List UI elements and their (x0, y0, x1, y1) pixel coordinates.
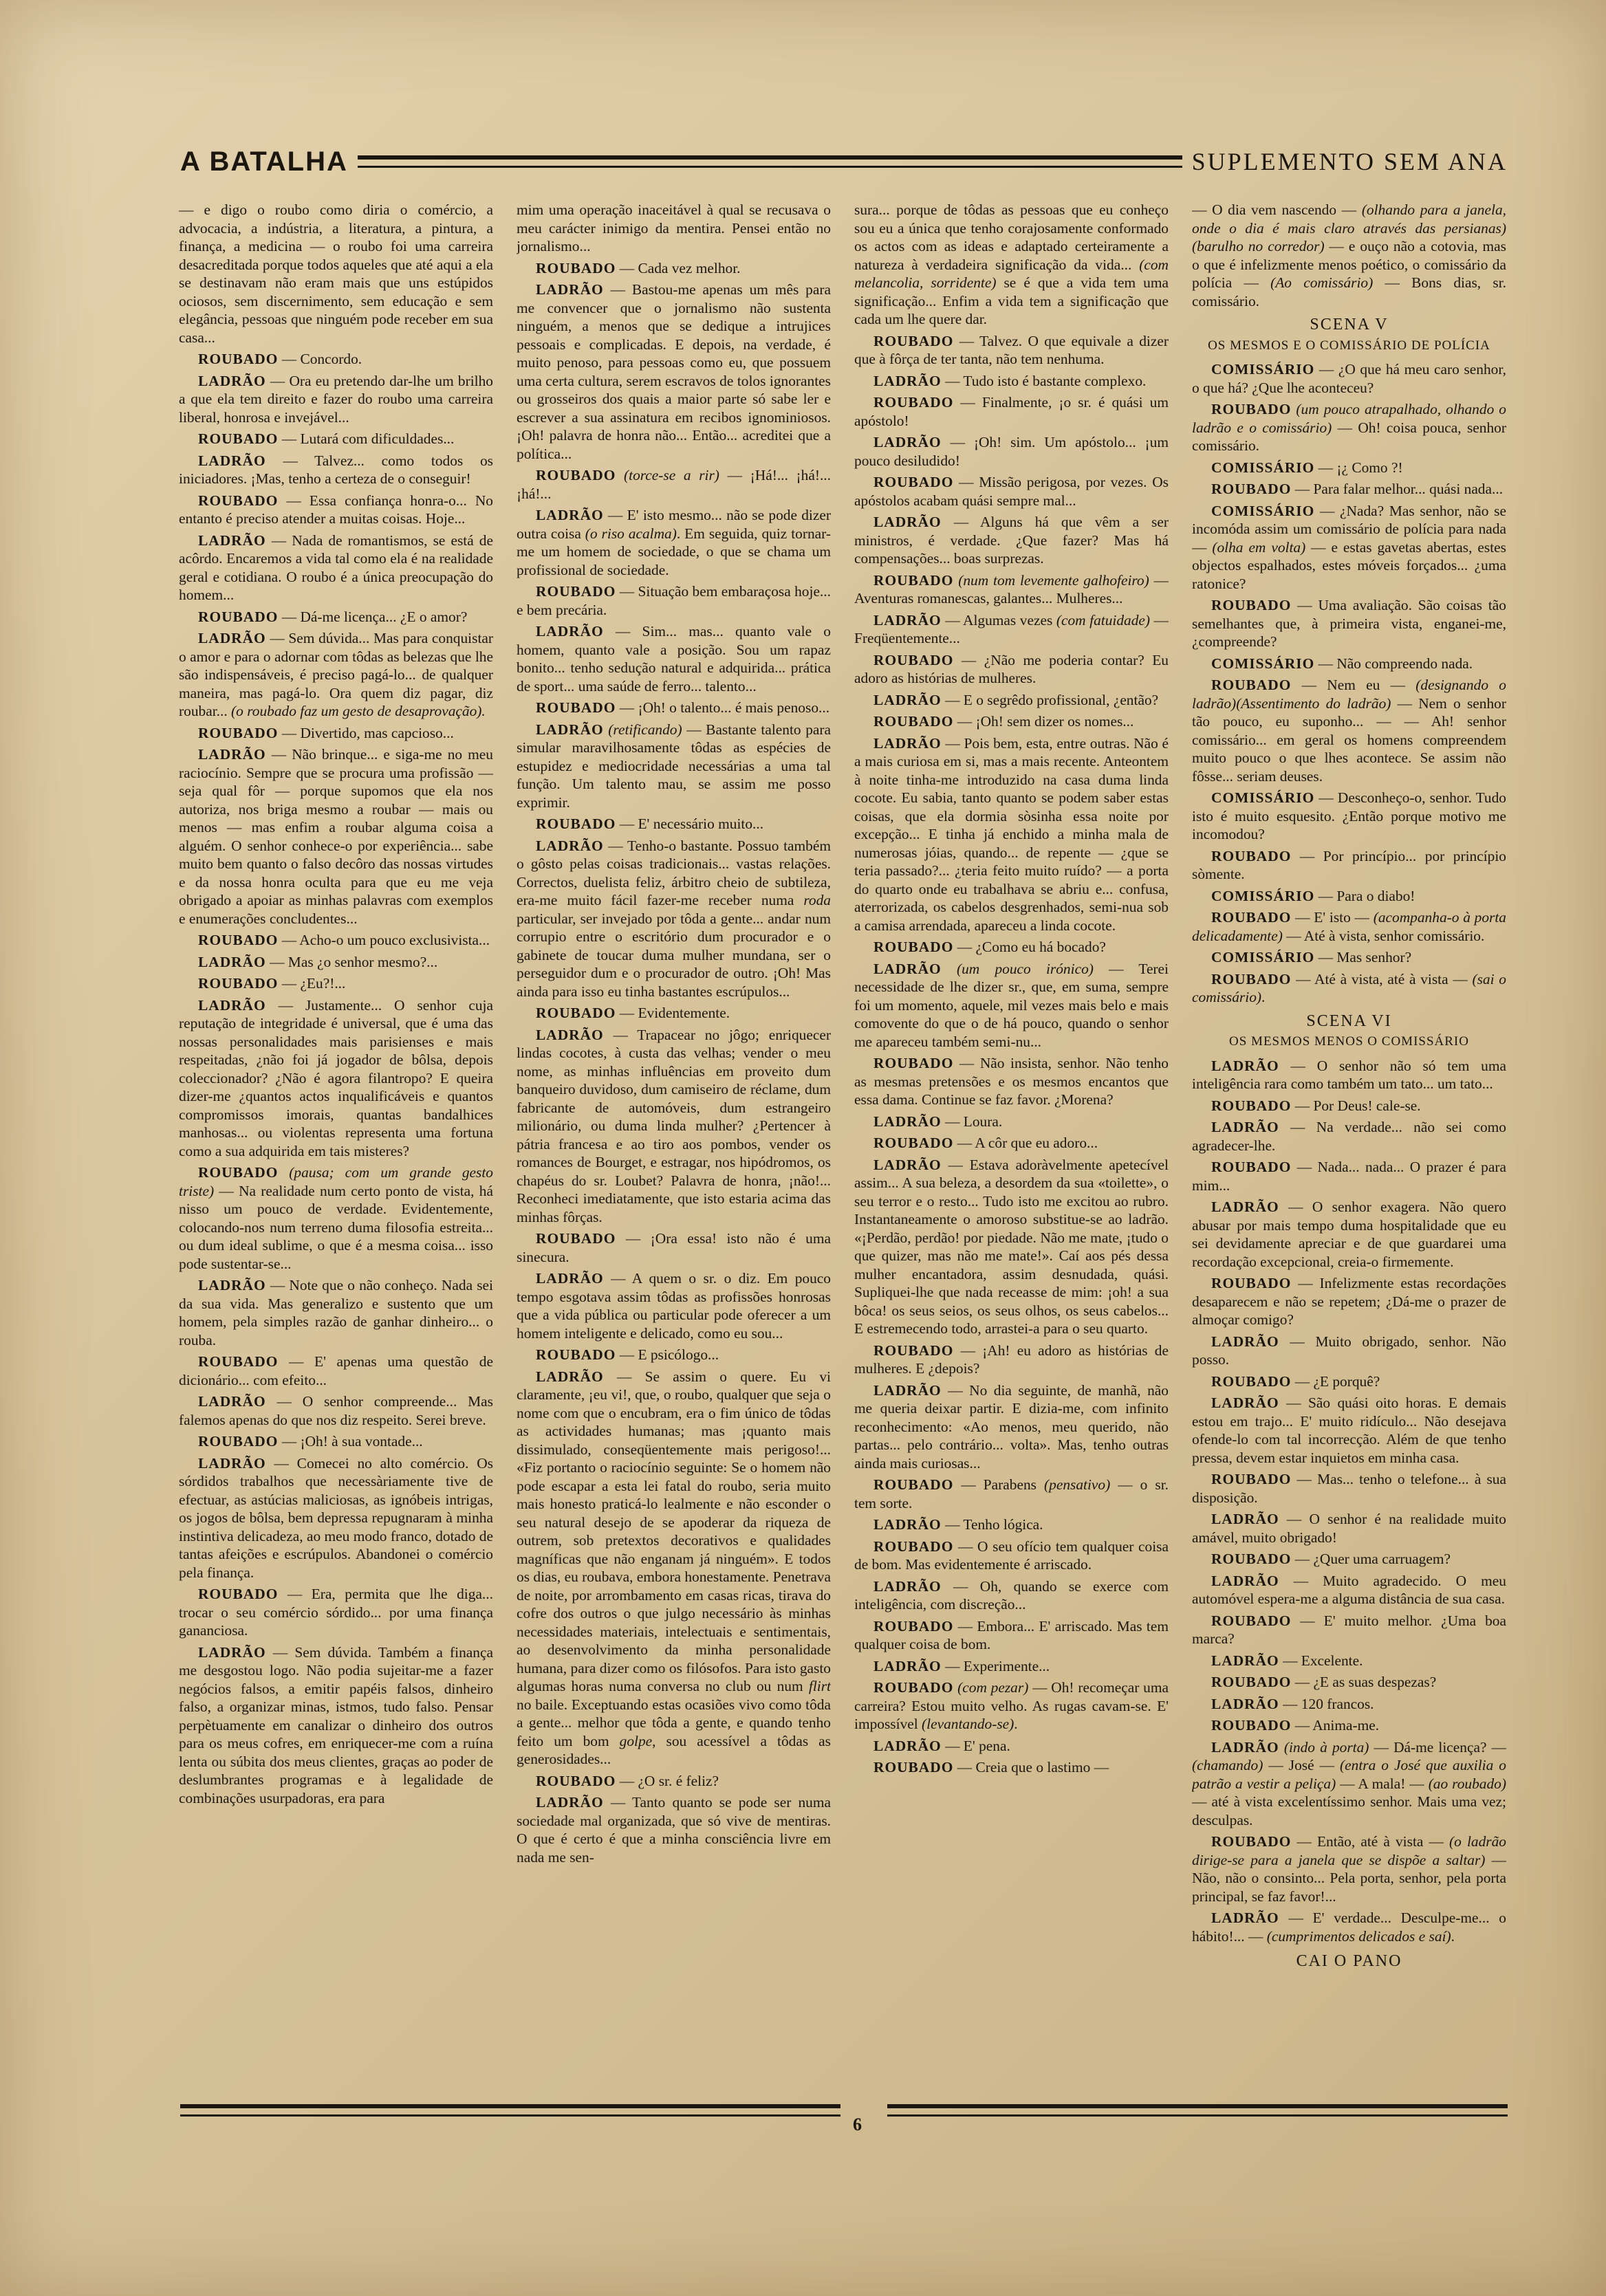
dialogue-paragraph: ROUBADO — Então, até à vista — (o ladrão dirige-se para a janela que se dispõe a saltar) — Não, não o consinto... Pela porta, senhor, pela porta principal, se faz favor!... (1192, 1833, 1506, 1905)
column-1 (179, 201, 493, 2071)
dialogue-paragraph: LADRÃO — Excelente. (1211, 1652, 1363, 1669)
speaker-name: LADRÃO (1211, 1910, 1279, 1926)
speaker-name: ROUBADO (536, 1772, 616, 1789)
speaker-name: COMISSÁRIO (1211, 949, 1315, 965)
dialogue-paragraph: ROUBADO — Concordo. (198, 351, 362, 367)
speaker-name: LADRÃO (198, 532, 266, 549)
speaker-name: ROUBADO (873, 939, 954, 955)
column-2 (517, 201, 831, 2071)
speaker-name: ROUBADO (873, 1759, 954, 1775)
speaker-name: LADRÃO (1211, 1395, 1279, 1411)
speaker-name: ROUBADO (536, 583, 616, 600)
emphasis-text: golpe (619, 1732, 653, 1749)
dialogue-paragraph: LADRÃO — Pois bem, esta, entre outras. Não é a mais curiosa em si, mas a mais recente. Anteontem à noite tinha-me introduzido na casa duma linda cocote. Eu sabia, tanto quanto se podem saber estas coisas, que ela dormia sòsinha essa noite por excepção... E tinha já enchido a minha mala de numerosas jóias, quando... de repente — ¿que se teria passado?... ¿teria feito muito ruído? — a porta do quarto onde eu trabalhava se abriu e... confusa, aterrorizada, os cabelos desgrenhados, semi-nua sob a camisa arrendada, apareceu a linda cocote. (854, 734, 1169, 934)
dialogue-paragraph: LADRÃO — E' isto mesmo... não se pode dizer outra coisa (o riso acalma). Em seguida, quiz tornar-me um homem de sociedade, o que se chama um profissional de sociedade. (517, 507, 831, 578)
stage-direction: (um pouco irónico) (956, 960, 1094, 977)
dialogue-paragraph: LADRÃO — 120 francos. (1211, 1695, 1374, 1712)
dialogue-paragraph: LADRÃO (indo à porta) — Dá-me licença? — (chamando) — José — (entra o José que auxilia o patrão a vestir a peliça) — A mala! — (ao roubado) — até à vista excelentíssimo senhor. Mais uma vez; desculpas. (1192, 1738, 1506, 1828)
dialogue-paragraph: LADRÃO — E o segrêdo profissional, ¿então? (873, 691, 1159, 708)
column-3 (854, 201, 1169, 2071)
dialogue-paragraph: COMISSÁRIO — ¡¿ Como ?! (1211, 459, 1403, 476)
dialogue-paragraph: COMISSÁRIO — Para o diabo! (1211, 887, 1415, 904)
dialogue-paragraph: LADRÃO — Tenho-o bastante. Possuo também o gôsto pelas coisas tradicionais... vastas relações. Correctos, duelista feliz, árbitro cheio de subtileza, era-me muito fácil fazer-me receber numa roda particular, ser invejado por tôda a gente... andar num corrupio entre o escritório dum procurador e o gabinete de toucar duma mulher mundana, ser o perseguidor dum e o procurador de outro. ¡Oh! Mas ainda para isso eu tinha bastantes escrúpulos... (517, 837, 831, 1000)
dialogue-paragraph: ROUBADO — E' isto — (acompanha-o à porta delicadamente) — Até à vista, senhor comissário. (1192, 909, 1506, 944)
dialogue-paragraph: LADRÃO — Note que o não conheço. Nada sei da sua vida. Mas generalizo e sustento que um homem, pela simples razão de ganhar dinheiro... o rouba. (179, 1277, 493, 1348)
dialogue-paragraph: LADRÃO — Muito agradecido. O meu automóvel espera-me a alguma distância de sua casa. (1192, 1572, 1506, 1607)
dialogue-paragraph: ROUBADO — ¡Oh! à sua vontade... (198, 1433, 423, 1450)
dialogue-paragraph: — O dia vem nascendo — (olhando para a janela, onde o dia é mais claro através das persianas)(barulho no corredor) — e ouço não a cotovia, mas o que é infelizmente menos poético, o comissário da polícia — (Ao comissário) — Bons dias, sr. comissário. (1192, 201, 1506, 309)
speaker-name: LADRÃO (873, 1113, 942, 1130)
dialogue-paragraph: LADRÃO — O senhor compreende... Mas falemos apenas do que nos diz respeito. Serei breve. (179, 1393, 493, 1428)
footer-rule-left (180, 2104, 840, 2117)
dialogue-paragraph: ROUBADO — Era, permita que lhe diga... trocar o seu comércio sórdido... por uma finança gananciosa. (179, 1586, 493, 1639)
dialogue-paragraph: LADRÃO — O senhor é na realidade muito amável, muito obrigado! (1192, 1511, 1506, 1546)
speaker-name: ROUBADO (1211, 970, 1292, 987)
speaker-name: LADRÃO (873, 434, 942, 450)
dialogue-paragraph: ROUBADO — E psicólogo... (536, 1346, 719, 1363)
speaker-name: LADRÃO (536, 281, 604, 298)
speaker-name: ROUBADO (1211, 909, 1292, 926)
dialogue-paragraph: ROUBADO — Parabens (pensativo) — o sr. tem sorte. (854, 1476, 1169, 1511)
dialogue-paragraph: ROUBADO — Mas... tenho o telefone... à sua disposição. (1192, 1471, 1506, 1506)
speaker-name: ROUBADO (536, 699, 616, 716)
dialogue-paragraph: ROUBADO — Missão perigosa, por vezes. Os apóstolos acabam quási sempre mal... (854, 474, 1169, 509)
speaker-name: LADRÃO (536, 623, 604, 639)
speaker-name: LADRÃO (198, 996, 266, 1014)
speaker-name: LADRÃO (873, 514, 942, 530)
dialogue-paragraph: ROUBADO — Essa confiança honra-o... No entanto é preciso atender a muitas coisas. Hoje... (179, 492, 493, 527)
speaker-name: ROUBADO (198, 430, 279, 447)
dialogue-paragraph: ROUBADO — ¿E porquê? (1211, 1373, 1380, 1390)
dialogue-paragraph: LADRÃO — Oh, quando se exerce com inteligência, com discreção... (854, 1577, 1169, 1612)
dialogue-paragraph: ROUBADO — E' necessário muito... (536, 816, 764, 832)
speaker-name: COMISSÁRIO (1211, 655, 1315, 672)
speaker-name: ROUBADO (873, 1476, 954, 1493)
dialogue-paragraph: LADRÃO — Mas ¿o senhor mesmo?... (198, 953, 438, 970)
stage-direction: (com melancolia, sorridente) (854, 256, 1169, 291)
speaker-name: LADRÃO (198, 1454, 266, 1472)
dialogue-paragraph: ROUBADO — Talvez. O que equivale a dizer que à fôrça de ter tanta, não tem nenhuma. (854, 332, 1169, 367)
dialogue-paragraph: COMISSÁRIO — Desconheço-o, senhor. Tudo isto é muito esquesito. ¿Então porque motivo me incomodou? (1192, 789, 1506, 842)
speaker-name: ROUBADO (198, 1164, 279, 1181)
speaker-name: LADRÃO (873, 372, 942, 389)
speaker-name: LADRÃO (536, 1368, 604, 1385)
dialogue-paragraph: ROUBADO — Anima-me. (1211, 1717, 1380, 1734)
speaker-name: ROUBADO (198, 932, 279, 948)
speaker-name: LADRÃO (873, 1577, 942, 1595)
speaker-name: ROUBADO (873, 1055, 954, 1071)
dialogue-paragraph: LADRÃO — Bastou-me apenas um mês para me convencer que o jornalismo não sustenta ninguém, a menos que se dedique a intrujices pessoais e complicadas. E depois, na verdade, é muito penoso, para pessoas como eu, que possuem uma certa cultura, serem escravos de tolos ignorantes ou grosseiros dos quais a maior parte só sabe ler e escrever a sua assinatura em recibos ignominiosos. ¡Oh! palavra de honra não... Então... acreditei que a política... (517, 281, 831, 462)
speaker-name: ROUBADO (873, 571, 954, 589)
dialogue-paragraph: ROUBADO — E' apenas uma questão de dicionário... com efeito... (179, 1353, 493, 1388)
speaker-name: ROUBADO (873, 713, 954, 730)
dialogue-paragraph: ROUBADO — ¿O sr. é feliz? (536, 1772, 719, 1789)
stage-direction: (retificando) (608, 721, 682, 738)
stage-direction: (ao roubado) (1428, 1775, 1506, 1792)
speaker-name: LADRÃO (873, 611, 942, 628)
speaker-name: ROUBADO (198, 724, 279, 741)
speaker-name: LADRÃO (198, 452, 266, 469)
speaker-name: LADRÃO (1211, 1057, 1279, 1074)
dialogue-paragraph: ROUBADO — ¡Ora essa! isto não é uma sinecura. (517, 1230, 831, 1265)
scene-heading: SCENA VI (1306, 1012, 1392, 1030)
dialogue-paragraph: ROUBADO — Para falar melhor... quási nada... (1211, 481, 1504, 497)
dialogue-paragraph: LADRÃO — O senhor não só tem uma inteligência rara como também um tato... um tato... (1192, 1057, 1506, 1092)
dialogue-paragraph: ROUBADO — O seu ofício tem qualquer coisa de bom. Mas evidentemente é arriscado. (854, 1538, 1169, 1573)
dialogue-paragraph: ROUBADO — Nada... nada... O prazer é para mim... (1192, 1159, 1506, 1194)
speaker-name: ROUBADO (198, 351, 279, 367)
dialogue-paragraph: LADRÃO — Sem dúvida. Também a finança me desgostou logo. Não podia sujeitar-me a fazer negócios falsos, a emitir papéis falsos, dinheiro falso, a organizar minas, istmos, tudo falso. Pensar perpètuamente em canalizar o dinheiro dos outros para os meus cofres, em enriquecer-me com a ruína lenta ou súbita dos meus clientes, graças ao poder de deslumbrantes programas e à legalidade de combinações usurpadoras, era para (179, 1643, 493, 1806)
page-number: 6 (853, 2114, 862, 2134)
speaker-name: ROUBADO (536, 259, 616, 276)
speaker-name: LADRÃO (198, 372, 266, 389)
speaker-name: ROUBADO (1211, 1717, 1292, 1734)
speaker-name: ROUBADO (198, 492, 279, 509)
dialogue-paragraph: ROUBADO — Nem eu — (designando o ladrão)(Assentimento do ladrão) — Nem o senhor tão pouco, eu suponho... — — Ah! senhor comissário... em geral os homens compreendem muito pouco o que lhes acontece. Se assim não fôsse... seriam deuses. (1192, 677, 1506, 785)
dialogue-paragraph: ROUBADO (torce-se a rir) — ¡Há!... ¡há!... ¡há!... (517, 467, 831, 502)
speaker-name: ROUBADO (198, 608, 279, 625)
stage-direction: (olha em volta) (1212, 538, 1306, 556)
speaker-name: LADRÃO (873, 1657, 942, 1674)
dialogue-paragraph: mim uma operação inaceitável à qual se recusava o meu carácter inimigo da mentira. Pensei então no jornalismo... (517, 201, 831, 254)
speaker-name: LADRÃO (198, 1277, 266, 1293)
dialogue-paragraph: LADRÃO — Comecei no alto comércio. Os sórdidos trabalhos que necessàriamente tive de efectuar, as astúcias maliciosas, as ignóbeis intrigas, os jogos de bôlsa, bem depressa repugnaram à minha instintiva delicadeza, ao meu modo franco, dotado de tantas afeições e escrúpulos. Abandonei o comércio pela finança. (179, 1454, 493, 1581)
dialogue-paragraph: ROUBADO — Lutará com dificuldades... (198, 430, 455, 447)
dialogue-paragraph: ROUBADO (um pouco atrapalhado, olhando o ladrão e o comissário) — Oh! coisa pouca, senhor comissário. (1192, 401, 1506, 454)
dialogue-paragraph: LADRÃO — Se assim o quere. Eu vi claramente, ¡eu vi!, que, o roubo, qualquer que seja o nome com que o encubram, era o fim único de tôdas as actividades humanas; mas ¡quanto mais dissimulado, conseqüentemente mais perigoso!... «Fiz portanto o raciocínio seguinte: Se o homem não pode escapar a esta lei fatal do roubo, seria muito mais honesto praticá-lo lealmente e não esconder o seu natural desejo de se apoderar da riqueza de outrem, sob pretextos decorativos e qualidades magníficas que não enganam já ninguém». E todos os dias, eu roubava, embora honestamente. Penetrava de noite, por arrombamento em casas ricas, tirava do cofre dos outros o que julgo necessário às minhas necessidades materiais, intelectuais e sentimentais, ao desenvolvimento da minha personalidade humana, para dizer como os filósofos. Para isto gasto algumas horas numa conversa no club ou num flirt no baile. Exceptuando estas ocasiões vivo como tôda a gente... melhor que tôda a gente, e quando tenho feito um bom golpe, sou acessível a tôdas as generosidades... (517, 1368, 831, 1767)
article-columns (179, 201, 1506, 2071)
emphasis-text: roda (803, 892, 831, 908)
stage-direction: (o ladrão dirige-se para a janela que se dispõe a saltar) (1192, 1833, 1506, 1868)
speaker-name: ROUBADO (1211, 1471, 1292, 1487)
speaker-name: ROUBADO (536, 467, 616, 483)
speaker-name: ROUBADO (1211, 1159, 1292, 1175)
speaker-name: ROUBADO (873, 474, 954, 490)
stage-direction: (Ao comissário) (1270, 274, 1374, 291)
dialogue-paragraph: ROUBADO — Cada vez melhor. (536, 259, 741, 276)
dialogue-paragraph: LADRÃO — Justamente... O senhor cuja reputação de integridade é universal, que é uma das nossas personalidades mais parisienses e mais respeitadas, ¿não foi já jogador de bôlsa, depois coleccionador? ¿Não é agora filantropo? E queira dizer-me ¿quantos actos inqualificáveis e quantos compromissos imorais, quantas bandalhices manhosas... ou violentas representa uma fortuna como a sua adquirida em tais misteres? (179, 996, 493, 1159)
dialogue-paragraph: LADRÃO — Muito obrigado, senhor. Não posso. (1192, 1333, 1506, 1368)
dialogue-paragraph: LADRÃO — Loura. (873, 1113, 1003, 1130)
stage-direction: (com pezar) (957, 1679, 1029, 1696)
speaker-name: ROUBADO (536, 816, 616, 832)
dialogue-paragraph: sura... porque de tôdas as pessoas que eu conheço sou eu a única que tenho corajosamente conformado os actos com as ideas e adaptado certeiramente a natureza à verdadeira significação da vida... (com melancolia, sorridente) se é que a vida tem uma significação... Enfim a vida tem a significação que cada um lhe quere dar. (854, 201, 1169, 327)
speaker-name: ROUBADO (1211, 1674, 1292, 1690)
dialogue-paragraph: ROUBADO — ¿E as suas despezas? (1211, 1674, 1437, 1690)
dialogue-paragraph: ROUBADO (com pezar) — Oh! recomeçar uma carreira? Estou muito velho. As rugas cavam-se. E' impossível (levantando-se). (854, 1679, 1169, 1732)
stage-direction: (torce-se a rir) (624, 467, 719, 483)
dialogue-paragraph: LADRÃO — Tenho lógica. (873, 1516, 1043, 1533)
speaker-name: LADRÃO (873, 734, 942, 752)
stage-direction: (o riso acalma) (585, 525, 677, 542)
dialogue-paragraph: LADRÃO — São quási oito horas. E demais estou em trajo... E' muito ridículo... Não desejava ofende-lo com tal incorrecção. Além de que tenho pressa, devem estar inquietos em minha casa. (1192, 1395, 1506, 1466)
speaker-name: LADRÃO (198, 953, 266, 970)
masthead: A BATALHA (180, 146, 348, 177)
speaker-name: ROUBADO (873, 1135, 954, 1151)
speaker-name: LADRÃO (1211, 1572, 1279, 1589)
speaker-name: ROUBADO (1211, 1097, 1292, 1114)
speaker-name: LADRÃO (873, 1156, 942, 1173)
speaker-name: LADRÃO (1211, 1199, 1279, 1215)
dialogue-paragraph: LADRÃO (retificando) — Bastante talento para simular maravilhosamente tôdas as espécies de estupidez e mediocridade necessárias a uma tal função. Um talento mau, se assim me posso exprimir. (517, 721, 831, 811)
scene-heading: SCENA V (1310, 316, 1389, 334)
dialogue-paragraph: ROUBADO — ¡Oh! sem dizer os nomes... (873, 713, 1134, 730)
dialogue-paragraph: ROUBADO — A côr que eu adoro... (873, 1135, 1098, 1151)
stage-direction: (pausa; com um grande gesto triste) (179, 1164, 493, 1199)
speaker-name: COMISSÁRIO (1211, 361, 1315, 378)
dialogue-paragraph: LADRÃO — Sim... mas... quanto vale o homem, quanto vale a posição. Sou um rapaz bonito... tenho sedução natural e adquirida... prática de sport... uma saúde de ferro... talento... (517, 623, 831, 695)
dialogue-paragraph: ROUBADO — Não insista, senhor. Não tenho as mesmas pretensões e os mesmos encantos que essa dama. Continue se faz favor. ¿Morena? (854, 1055, 1169, 1108)
dialogue-paragraph: LADRÃO — Algumas vezes (com fatuidade) — Freqüentemente... (854, 611, 1169, 646)
speaker-name: ROUBADO (198, 975, 279, 992)
speaker-name: ROUBADO (873, 394, 954, 411)
dialogue-paragraph: LADRÃO — Estava adoràvelmente apetecível assim... A sua beleza, a desordem da sua «toilette», o seu terror e o resto... Tudo isto me excitou ao rubro. Instantaneamente o amoroso substitue-se ao ladrão. «¡Perdão, perdão! por piedade. Não me mate, ¡tudo o que quizer, mas não me mate!». Caí aos pés dessa mulher encantadora, assim desnudada, quási. Supliquei-lhe que nada receasse de mim: ¡oh! a sua bôca! os seus seios, os seus olhos, os seus cabelos... E estremecendo todo, arrastei-a para o seu quarto. (854, 1156, 1169, 1337)
speaker-name: LADRÃO (198, 1393, 266, 1410)
speaker-name: LADRÃO (1211, 1333, 1279, 1350)
speaker-name: ROUBADO (536, 1005, 616, 1021)
speaker-name: ROUBADO (873, 1617, 954, 1634)
stage-direction: (sai o comissário) (1192, 970, 1506, 1005)
dialogue-paragraph: ROUBADO — Dá-me licença... ¿E o amor? (198, 608, 468, 625)
scene-cast: OS MESMOS E O COMISSÁRIO DE POLÍCIA (1208, 338, 1490, 353)
dialogue-paragraph: ROUBADO — Embora... E' arriscado. Mas tem qualquer coisa de bom. (854, 1617, 1169, 1652)
column-4 (1192, 201, 1506, 2071)
speaker-name: ROUBADO (1211, 597, 1292, 613)
speaker-name: ROUBADO (873, 651, 954, 668)
dialogue-paragraph: COMISSÁRIO — ¿Nada? Mas senhor, não se incomóda assim um comissário de polícia para nada — (olha em volta) — e estas gavetas abertas, estes objectos espalhados, estes móveis forçados... ¿uma ratonice? (1192, 502, 1506, 592)
dialogue-paragraph: LADRÃO — Na verdade... não sei como agradecer-lhe. (1192, 1119, 1506, 1154)
stage-direction: (o roubado faz um gesto de desaprovação). (231, 703, 486, 719)
speaker-name: LADRÃO (873, 1516, 942, 1533)
speaker-name: ROUBADO (1211, 1373, 1292, 1390)
scene-cast: OS MESMOS MENOS O COMISSÁRIO (1229, 1034, 1469, 1049)
dialogue-paragraph: ROUBADO — Situação bem embaraçosa hoje... e bem precária. (517, 583, 831, 618)
speaker-name: COMISSÁRIO (1211, 887, 1315, 904)
stage-direction: (barulho no corredor) (1192, 238, 1325, 254)
stage-direction: (designando o ladrão) (1192, 677, 1506, 712)
speaker-name: ROUBADO (198, 1433, 279, 1450)
dialogue-paragraph: LADRÃO — Tudo isto é bastante complexo. (873, 372, 1147, 389)
dialogue-paragraph: ROUBADO — Até à vista, até à vista — (sai o comissário). (1192, 970, 1506, 1005)
dialogue-paragraph: LADRÃO (um pouco irónico) — Terei necessidade de lhe dizer sr., que, em suma, sempre foi um momento, aquele, mil vezes mais belo e mais comovente do que o de há pouco, quando o senhor me apareceu também semi-nu... (854, 960, 1169, 1050)
dialogue-paragraph: LADRÃO — A quem o sr. o diz. Em pouco tempo esgotava assim tôdas as profissões honrosas que a vida pública ou particular pode oferecer a um homem inteligente e delicado, como eu sou... (517, 1270, 831, 1342)
speaker-name: LADRÃO (873, 1737, 942, 1754)
speaker-name: LADRÃO (1211, 1652, 1279, 1669)
stage-direction: (Assentimento do ladrão) (1236, 695, 1391, 712)
dialogue-paragraph: ROUBADO — ¿Quer uma carruagem? (1211, 1551, 1451, 1567)
stage-direction: (cumprimentos delicados e saí) (1266, 1927, 1451, 1945)
dialogue-paragraph: ROUBADO — Por princípio... por princípio sòmente. (1192, 847, 1506, 882)
speaker-name: LADRÃO (1211, 1511, 1279, 1527)
dialogue-paragraph: ROUBADO — ¡Ah! eu adoro as histórias de mulheres. E ¿depois? (854, 1342, 1169, 1377)
dialogue-paragraph: LADRÃO — No dia seguinte, de manhã, não me queria deixar partir. E dizia-me, com infinito reconhecimento: «Ao menos, meu querido, não partas... pelo contrário... volta». Mas, tenho outras ainda mais curiosas... (854, 1381, 1169, 1472)
speaker-name: ROUBADO (1211, 1833, 1292, 1850)
stage-direction: (com fatuidade) (1056, 611, 1151, 628)
stage-direction: (indo à porta) (1283, 1738, 1369, 1756)
speaker-name: ROUBADO (536, 1230, 616, 1247)
speaker-name: LADRÃO (536, 507, 604, 523)
dialogue-paragraph: — e digo o roubo como diria o comércio, a advocacia, a indústria, a literatura, a pintura, a finança, a medicina — o roubo foi uma carreira desacreditada porque todos aqueles que até aqui a ela se destinavam não eram mais que uns estúpidos ociosos, sem discernimento, sem educação e sem elegância, pessoas que ninguém pode receber em sua casa... (179, 201, 493, 346)
speaker-name: ROUBADO (1211, 1275, 1292, 1291)
supplement-title: SUPLEMENTO SEM ANA (1191, 148, 1508, 175)
speaker-name: ROUBADO (1211, 847, 1292, 864)
speaker-name: COMISSÁRIO (1211, 502, 1315, 519)
dialogue-paragraph: ROUBADO — Acho-o um pouco exclusivista... (198, 932, 490, 948)
speaker-name: LADRÃO (1211, 1119, 1279, 1135)
dialogue-paragraph: LADRÃO — Não brinque... e siga-me no meu raciocínio. Sempre que se procura uma profissão — seja qual fôr — porque supomos que ela nos autoriza, nos briga mesmo a roubar — mais ou menos — mas enfim a roubar alguma coisa a alguém. O senhor conhece-o por experiência... sabe muito bem quanto o falso decôro das nossas virtudes e da nossa honra oculta para que eu me veja obrigado a apoiar as minhas palavras com exemplos e enumerações concludentes... (179, 746, 493, 927)
dialogue-paragraph: LADRÃO — O senhor exagera. Não quero abusar por mais tempo duma hospitalidade que eu sei devidamente apreciar e de que guardarei uma recordação excepcional, creia-o firmemente. (1192, 1199, 1506, 1270)
dialogue-paragraph: ROUBADO — ¿Como eu há bocado? (873, 939, 1106, 955)
speaker-name: COMISSÁRIO (1211, 459, 1315, 476)
dialogue-paragraph: ROUBADO — Divertido, mas capcioso... (198, 724, 454, 741)
dialogue-paragraph: LADRÃO — Tanto quanto se pode ser numa sociedade mal organizada, que só vive de mentiras. O que é certo é que a minha consciência livre em nada me sen- (517, 1794, 831, 1866)
stage-direction: (chamando) (1192, 1757, 1263, 1773)
footer-rule-right (887, 2104, 1508, 2117)
dialogue-paragraph: COMISSÁRIO — Não compreendo nada. (1211, 655, 1473, 672)
page-header (180, 144, 1508, 179)
speaker-name: LADRÃO (536, 1794, 604, 1811)
dialogue-paragraph: COMISSÁRIO — Mas senhor? (1211, 949, 1412, 965)
dialogue-paragraph: LADRÃO — E' verdade... Desculpe-me... o hábito!... — (cumprimentos delicados e saí). (1192, 1910, 1506, 1945)
header-rule (358, 155, 1182, 168)
dialogue-paragraph: LADRÃO — ¡Oh! sim. Um apóstolo... ¡um pouco desiludido! (854, 434, 1169, 469)
dialogue-paragraph: ROUBADO (pausa; com um grande gesto triste) — Na realidade num certo ponto de vista, há nisso um pouco de verdade. Evidentemente, colocando-nos num terreno duma filosofia estreita... ou dum ideal sublime, o que é a mesma coisa... isso pode sustentar-se... (179, 1164, 493, 1272)
speaker-name: LADRÃO (536, 1270, 604, 1287)
dialogue-paragraph: ROUBADO — E' muito melhor. ¿Uma boa marca? (1192, 1612, 1506, 1647)
stage-direction: (um pouco atrapalhado, olhando o ladrão e o comissário) (1192, 401, 1506, 436)
speaker-name: COMISSÁRIO (1211, 789, 1315, 806)
stage-direction: (entra o José que auxilia o patrão a vestir a peliça) (1192, 1757, 1506, 1792)
speaker-name: LADRÃO (198, 1643, 266, 1661)
dialogue-paragraph: LADRÃO — Experimente... (873, 1657, 1050, 1674)
speaker-name: LADRÃO (1211, 1695, 1279, 1712)
speaker-name: ROUBADO (1211, 1612, 1292, 1629)
dialogue-paragraph: LADRÃO — Talvez... como todos os iniciadores. ¡Mas, tenho a certeza de o conseguir! (179, 452, 493, 487)
dialogue-paragraph: ROUBADO — ¡Oh! o talento... é mais penoso... (536, 699, 830, 716)
stage-direction: (num tom levemente galhofeiro) (958, 571, 1149, 589)
dialogue-paragraph: ROUBADO — Finalmente, ¡o sr. é quási um apóstolo! (854, 394, 1169, 429)
curtain-line: CAI O PANO (1296, 1952, 1402, 1970)
dialogue-paragraph: ROUBADO — Uma avaliação. São coisas tão semelhantes que, à primeira vista, enganei-me, ¿compreende? (1192, 597, 1506, 650)
dialogue-paragraph: ROUBADO — Creia que o lastimo — (873, 1759, 1109, 1775)
dialogue-paragraph: ROUBADO (num tom levemente galhofeiro) — Aventuras romanescas, galantes... Mulheres... (854, 571, 1169, 606)
dialogue-paragraph: LADRÃO — Alguns há que vêm a ser ministros, é verdade. ¿Que fazer? Mas há compensações... boas surprezas. (854, 514, 1169, 567)
dialogue-paragraph: ROUBADO — ¿Eu?!... (198, 975, 346, 992)
speaker-name: ROUBADO (873, 1538, 954, 1555)
dialogue-paragraph: ROUBADO — Evidentemente. (536, 1005, 730, 1021)
dialogue-paragraph: LADRÃO — Ora eu pretendo dar-lhe um brilho a que ela tem direito e fazer do roubo uma carreira liberal, honrosa e invejável... (179, 372, 493, 426)
stage-direction: (levantando-se) (922, 1716, 1014, 1732)
dialogue-paragraph: LADRÃO — Trapacear no jôgo; enriquecer lindas cocotes, à custa das velhas; vender o meu nome, as minhas influências em proveito dum banqueiro duvidoso, dum camiseiro de réclame, dum fabricante de automóveis, dum estrangeiro milionário, ou duma linda mulher? ¿Pertencer à pátria francesa e ao tiro aos pombos, vender os romances de Bourget, e estragar, nos hipódromos, os chapéus do sr. Loubet? Palavra de honra, ¡não!... Reconheci imediatamente, que isto estaria acima das minhas fôrças. (517, 1026, 831, 1225)
speaker-name: LADRÃO (873, 960, 942, 977)
speaker-name: LADRÃO (536, 721, 604, 738)
speaker-name: LADRÃO (536, 1026, 604, 1043)
speaker-name: ROUBADO (536, 1346, 616, 1363)
stage-direction: (acompanha-o à porta delicadamente) (1192, 909, 1506, 944)
dialogue-paragraph: LADRÃO — Sem dúvida... Mas para conquistar o amor e para o adornar com tôdas as belezas que lhe são indispensáveis, é preciso pagá-lo... de qualquer maneira, mas pagá-lo. Ora quem diz pagar, diz roubar... (o roubado faz um gesto de desaprovação). (179, 630, 493, 719)
speaker-name: ROUBADO (198, 1353, 279, 1370)
speaker-name: LADRÃO (873, 1381, 942, 1399)
speaker-name: ROUBADO (873, 1342, 954, 1359)
dialogue-paragraph: LADRÃO — E' pena. (873, 1737, 1010, 1754)
speaker-name: LADRÃO (1211, 1738, 1279, 1756)
speaker-name: LADRÃO (873, 691, 942, 708)
dialogue-paragraph: LADRÃO — Nada de romantismos, se está de acôrdo. Encaremos a vida tal como ela é na realidade geral e cotidiana. O roubo é a única preocupação do homem... (179, 532, 493, 603)
speaker-name: ROUBADO (1211, 677, 1292, 693)
speaker-name: ROUBADO (1211, 401, 1292, 417)
emphasis-text: flirt (808, 1678, 831, 1694)
speaker-name: ROUBADO (198, 1586, 279, 1602)
dialogue-paragraph: ROUBADO — ¿Não me poderia contar? Eu adoro as histórias de mulheres. (854, 651, 1169, 686)
speaker-name: LADRÃO (198, 746, 266, 763)
dialogue-paragraph: COMISSÁRIO — ¿O que há meu caro senhor, o que há? ¿Que lhe aconteceu? (1192, 361, 1506, 396)
speaker-name: ROUBADO (1211, 481, 1292, 497)
stage-direction: (olhando para a janela, onde o dia é mais claro através das persianas) (1192, 201, 1506, 237)
speaker-name: ROUBADO (873, 332, 954, 349)
speaker-name: ROUBADO (873, 1679, 954, 1696)
speaker-name: ROUBADO (1211, 1551, 1292, 1567)
stage-direction: (pensativo) (1044, 1476, 1111, 1493)
speaker-name: LADRÃO (536, 837, 604, 854)
dialogue-paragraph: ROUBADO — Por Deus! cale-se. (1211, 1097, 1421, 1114)
speaker-name: LADRÃO (198, 630, 266, 646)
dialogue-paragraph: ROUBADO — Infelizmente estas recordações desaparecem e não se repetem; ¿Dá-me o prazer de almoçar comigo? (1192, 1275, 1506, 1328)
